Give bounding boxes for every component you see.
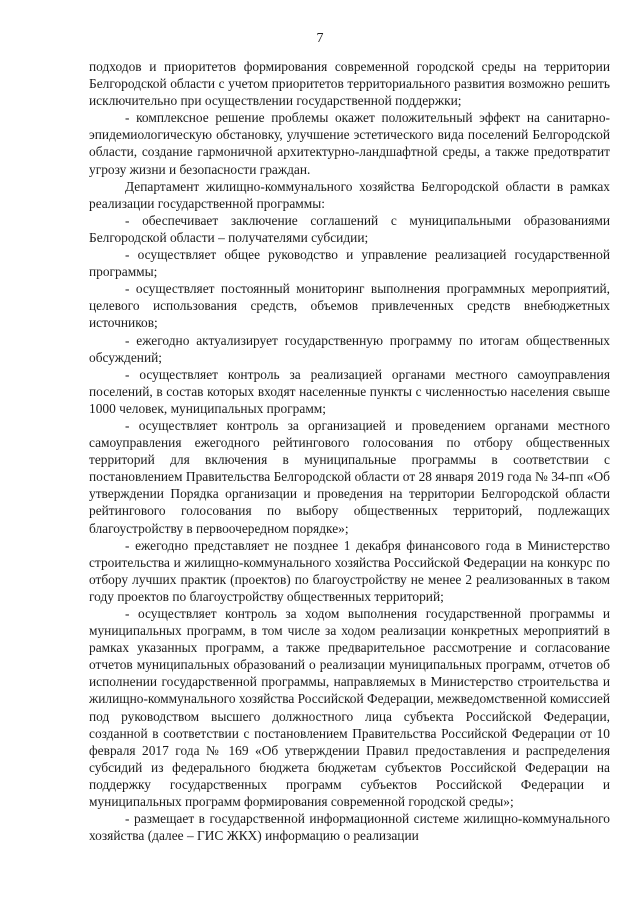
document-body: [89, 58, 610, 844]
paragraph: - размещает в государственной информационной системе жилищно-коммунального хозяйства (далее – ГИС ЖКХ) информацию о реализации: [89, 811, 610, 844]
paragraph: - комплексное решение проблемы окажет положительный эффект на санитарно-эпидемиологическую обстановку, улучшение эстетического вида поселений Белгородской области, создание гармоничной архитектурно-ландшафтной среды, а также предотвратит угрозу жизни и безопасности граждан.: [89, 110, 610, 177]
paragraph: - ежегодно актуализирует государственную программу по итогам общественных обсуждений;: [89, 332, 610, 365]
paragraph: - ежегодно представляет не позднее 1 декабря финансового года в Министерство строительства и жилищно-коммунального хозяйства Российской Федерации на конкурс по отбору лучших практик (проектов) по благоустройству не менее 2 реализованных в таком году проектов по благоустройству общественных территорий;: [89, 537, 610, 604]
paragraph: - осуществляет контроль за реализацией органами местного самоуправления поселений, в состав которых входят населенные пункты с численностью населения свыше 1000 человек, муниципальных программ;: [89, 366, 610, 416]
paragraph: - осуществляет общее руководство и управление реализацией государственной программы;: [89, 247, 610, 280]
paragraph: - осуществляет контроль за ходом выполнения государственной программы и муниципальных программ, в том числе за ходом реализации конкретных мероприятий в рамках указанных программ, а также предварительное рассмотрение и согласование отчетов муниципальных образований о реализации муниципальных программ, отчетов об исполнении государственной программы, направляемых в Министерство строительства и жилищно-коммунального хозяйства Российской Федерации, межведомственной комиссией под руководством высшего должностного лица субъекта Российской Федерации, созданной в соответствии с постановлением Правительства Российской Федерации от 10 февраля 2017 года № 169 «Об утверждении Правил предоставления и распределения субсидий из федерального бюджета бюджетам субъектов Российской Федерации на поддержку государственных программ субъектов Российской Федерации и муниципальных программ формирования современной городской среды»;: [89, 606, 610, 810]
paragraph: - обеспечивает заключение соглашений с муниципальными образованиями Белгородской области – получателями субсидии;: [89, 212, 610, 245]
paragraph: - осуществляет постоянный мониторинг выполнения программных мероприятий, целевого использования средств, объемов привлеченных средств внебюджетных источников;: [89, 281, 610, 331]
paragraph: подходов и приоритетов формирования современной городской среды на территории Белгородской области с учетом приоритетов территориального развития возможно решить исключительно при осуществлении государственной поддержки;: [89, 59, 610, 109]
paragraph: Департамент жилищно-коммунального хозяйства Белгородской области в рамках реализации государственной программы:: [89, 178, 610, 211]
page-number: 7: [316, 31, 324, 46]
paragraph: - осуществляет контроль за организацией и проведением органами местного самоуправления ежегодного рейтингового голосования по отбору общественных территорий для включения в муниципальные программы в соответствии с постановлением Правительства Белгородской области от 28 января 2019 года № 34-пп «Об утверждении Порядка организации и проведения на территории Белгородской области рейтингового голосования по выбору общественных территорий, подлежащих благоустройству в первоочередном порядке»;: [89, 417, 610, 536]
